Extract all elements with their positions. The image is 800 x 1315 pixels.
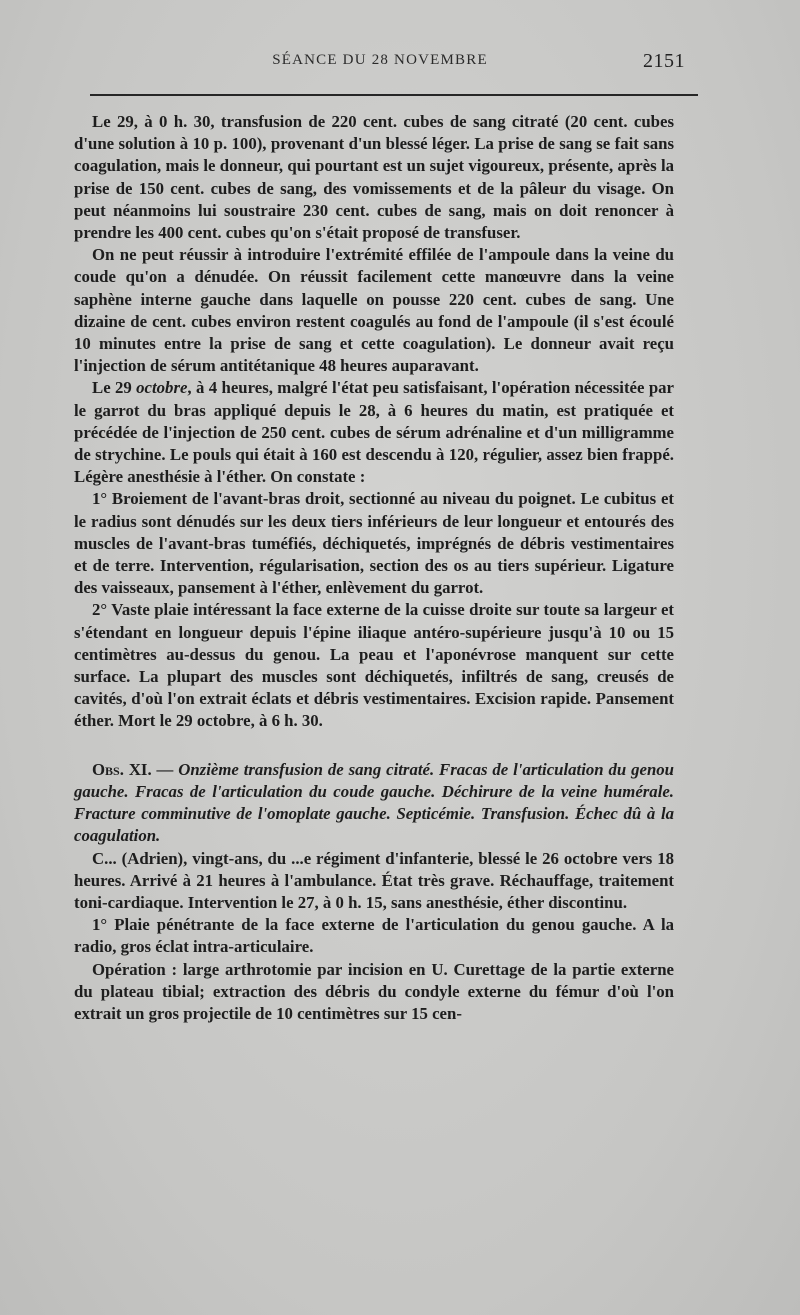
paragraph-broiement: 1° Broiement de l'avant-bras droit, sectionné au niveau du poignet. Le cubitus et le radius sont dénudés sur les deux tiers inférieurs de leur longueur et entourés des muscles de l'avant-bras tuméfiés, déchiquetés, imprégnés de débris vestimentaires et de terre. Intervention, régularisation, section des os au tiers supérieur. Ligature des vaisseaux, pansement à l'éther, enlèvement du garrot. <box>74 489 674 598</box>
paragraph-operation-start: Le 29 <box>92 378 137 398</box>
running-head <box>75 52 685 78</box>
paragraph-operation-italic: octobre <box>136 378 188 398</box>
page-number: 2151 <box>643 50 685 72</box>
header-rule <box>90 94 698 96</box>
observation-heading <box>74 759 674 848</box>
observation-label: Obs. XI. <box>92 759 152 779</box>
running-title: SÉANCE DU 28 NOVEMBRE <box>272 52 488 68</box>
paragraph-plaie-genou: 1° Plaie pénétrante de la face externe de l'articulation du genou gauche. A la radio, gros éclat intra-articulaire. <box>74 915 674 957</box>
body-text <box>74 111 674 1025</box>
paragraph-patient: C... (Adrien), vingt-ans, du ...e régiment d'infanterie, blessé le 26 octobre vers 18 heures. Arrivé à 21 heures à l'ambulance. État très grave. Réchauffage, traitement toni-cardiaque. Intervention le 27, à 0 h. 15, sans anesthésie, éther discontinu. <box>74 848 674 912</box>
paragraph-plaie-cuisse: 2° Vaste plaie intéressant la face externe de la cuisse droite sur toute sa largeur et s'étendant en longueur depuis l'épine iliaque antéro-supérieure jusqu'à 10 ou 15 centimètres au-dessus du genou. La peau et l'aponévrose manquent sur cette surface. La plupart des muscles sont déchiquetés, infiltrés de sang, creusés de cavités, d'où l'on extrait éclats et débris vestimentaires. Excision rapide. Pansement éther. Mort le 29 octobre, à 6 h. 30. <box>74 600 674 731</box>
observation-dash: — <box>151 759 179 779</box>
observation-title: Onzième transfusion de sang citraté. Fracas de l'articulation du genou gauche. Fracas de l'articulation du coude gauche. Déchirure de la veine humérale. Fracture comminutive de l'omoplate gauche. Septicémie. Transfusion. Échec dû à la coagulation. <box>74 759 674 846</box>
paragraph-operation-rest: , à 4 heures, malgré l'état peu satisfaisant, l'opération nécessitée par le garrot du bras appliqué depuis le 28, à 6 heures du matin, est pratiquée et précédée de l'injection de 250 cent. cubes de sérum adrénaline et d'un milligramme de strychine. Le pouls qui était à 160 est descendu à 120, régulier, assez bien frappé. Légère anesthésie à l'éther. On constate : <box>74 378 674 487</box>
section-gap <box>74 733 674 759</box>
paragraph-operation <box>74 377 674 488</box>
paragraph-arthrotomie: Opération : large arthrotomie par incision en U. Curettage de la partie externe du plateau tibial; extraction des débris du condyle externe du fémur d'où l'on extrait un gros projectile de 10 centimètres sur 15 cen- <box>74 959 674 1023</box>
paragraph-transfusion: Le 29, à 0 h. 30, transfusion de 220 cent. cubes de sang citraté (20 cent. cubes d'une solution à 10 p. 100), provenant d'un blessé léger. La prise de sang se fait sans coagulation, mais le donneur, qui pourtant est un sujet vigoureux, présente, après la prise de 150 cent. cubes de sang, des vomissements et de la pâleur du visage. On peut néanmoins lui soustraire 230 cent. cubes de sang, mais on doit renoncer à prendre les 400 cent. cubes qu'on s'était proposé de transfuser. <box>74 112 674 243</box>
paragraph-ampoule: On ne peut réussir à introduire l'extrémité effilée de l'ampoule dans la veine du coude qu'on a dénudée. On réussit facilement cette manœuvre dans la veine saphène interne gauche dans laquelle on pousse 220 cent. cubes de sang. Une dizaine de cent. cubes environ restent coagulés au fond de l'ampoule (il s'est écoulé 10 minutes entre la prise de sang et cette coagulation). Le donneur avait reçu l'injection de sérum antitétanique 48 heures auparavant. <box>74 245 674 376</box>
